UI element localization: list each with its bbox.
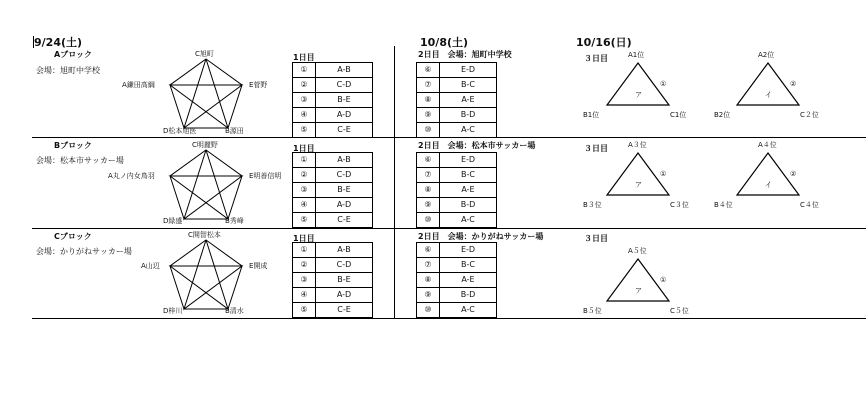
tri-mark: ① [660, 80, 667, 88]
match-no: ① [293, 243, 316, 258]
match-no: ⑨ [417, 198, 440, 213]
block-venue: 会場：旭町中学校 [36, 66, 100, 75]
match-no: ③ [293, 183, 316, 198]
table-row [293, 93, 373, 108]
match-no: ⑥ [417, 153, 440, 168]
day1-match-table [292, 242, 373, 318]
match-no: ⑤ [293, 213, 316, 228]
tri-top-label: A５位 [628, 247, 647, 255]
day2-match-table [416, 152, 497, 228]
table-row [417, 153, 497, 168]
team-b: B秀峰 [225, 217, 244, 225]
match-no: ⑩ [417, 213, 440, 228]
table-row [417, 168, 497, 183]
match-no: ⑨ [417, 108, 440, 123]
tri-mark: ① [660, 170, 667, 178]
match-no: ⑧ [417, 273, 440, 288]
block-separator [32, 318, 866, 319]
match-no: ⑥ [417, 63, 440, 78]
team-b: B清水 [225, 307, 244, 315]
league-pentagram [168, 238, 244, 312]
match-pair: A-E [440, 273, 497, 288]
table-row [417, 78, 497, 93]
team-d: D梓川 [163, 307, 183, 315]
team-e: E明善信明 [249, 172, 282, 180]
match-pair: A-E [440, 183, 497, 198]
match-pair: B-C [440, 168, 497, 183]
team-e: E菅野 [249, 81, 268, 89]
match-pair: B-E [316, 93, 373, 108]
match-pair: E-D [440, 63, 497, 78]
day2-label: 2日目 会場：かりがねサッカー場 [418, 232, 544, 241]
table-row [293, 213, 373, 228]
table-row [293, 183, 373, 198]
league-pentagram [168, 148, 244, 222]
day2-label: 2日目 会場：旭町中学校 [418, 50, 512, 59]
table-row [293, 198, 373, 213]
table-row [417, 243, 497, 258]
match-pair: A-D [316, 108, 373, 123]
match-no: ⑦ [417, 258, 440, 273]
day3-label: ３日目 [584, 234, 608, 243]
tri-mark: ② [790, 170, 797, 178]
tri-left-label: B1位 [583, 111, 600, 119]
tri-left-label: B４位 [714, 201, 733, 209]
match-no: ④ [293, 198, 316, 213]
day1-label: 1日目 [293, 234, 315, 243]
tri-top-label: A４位 [758, 141, 777, 149]
column-divider [394, 46, 395, 318]
day2-match-table [416, 62, 497, 138]
block-name: Cブロック [54, 232, 92, 241]
match-pair: E-D [440, 243, 497, 258]
team-b: B源田 [225, 127, 244, 135]
match-pair: C-E [316, 303, 373, 318]
match-pair: B-D [440, 288, 497, 303]
match-pair: B-E [316, 273, 373, 288]
day2-match-table [416, 242, 497, 318]
table-row [293, 303, 373, 318]
match-pair: C-D [316, 168, 373, 183]
table-row [417, 303, 497, 318]
match-pair: B-C [440, 258, 497, 273]
table-row [293, 258, 373, 273]
table-row [293, 78, 373, 93]
match-no: ⑦ [417, 78, 440, 93]
table-row [417, 273, 497, 288]
table-row [417, 108, 497, 123]
header-tick [33, 36, 34, 48]
match-no: ⑥ [417, 243, 440, 258]
tri-right-label: C２位 [800, 111, 819, 119]
match-no: ⑤ [293, 123, 316, 138]
team-c: C明麗野 [192, 141, 218, 149]
tri-center-label: ア [635, 181, 642, 189]
match-pair: A-D [316, 288, 373, 303]
table-row [417, 183, 497, 198]
table-row [417, 93, 497, 108]
table-row [293, 123, 373, 138]
match-pair: A-B [316, 153, 373, 168]
block-venue: 会場：かりがねサッカー場 [36, 247, 132, 256]
team-c: C旭町 [195, 50, 214, 58]
match-pair: C-D [316, 78, 373, 93]
tri-left-label: B３位 [583, 201, 602, 209]
tri-top-label: A３位 [628, 141, 647, 149]
day3-label: ３日目 [584, 54, 608, 63]
match-no: ② [293, 168, 316, 183]
table-row [417, 123, 497, 138]
team-a: A丸ノ内女鳥羽 [108, 172, 155, 180]
match-no: ⑧ [417, 93, 440, 108]
match-no: ② [293, 258, 316, 273]
team-d: D松本旭医 [163, 127, 197, 135]
date-day2: 10/8(土) [420, 36, 469, 49]
match-pair: A-B [316, 243, 373, 258]
match-pair: A-D [316, 198, 373, 213]
tri-left-label: B2位 [714, 111, 731, 119]
tri-top-label: A1位 [628, 51, 645, 59]
table-row [417, 213, 497, 228]
block-separator [32, 228, 866, 229]
tri-right-label: C５位 [670, 307, 689, 315]
table-row [417, 63, 497, 78]
match-no: ④ [293, 108, 316, 123]
block-name: Aブロック [54, 50, 93, 59]
match-pair: E-D [440, 153, 497, 168]
table-row [417, 288, 497, 303]
match-pair: B-C [440, 78, 497, 93]
table-row [293, 153, 373, 168]
match-no: ③ [293, 273, 316, 288]
match-no: ① [293, 63, 316, 78]
match-no: ② [293, 78, 316, 93]
tri-mark: ① [660, 276, 667, 284]
match-no: ⑩ [417, 303, 440, 318]
match-pair: A-B [316, 63, 373, 78]
tri-right-label: C３位 [670, 201, 689, 209]
tri-center-label: イ [765, 181, 772, 189]
match-pair: C-D [316, 258, 373, 273]
match-no: ① [293, 153, 316, 168]
match-pair: C-E [316, 123, 373, 138]
table-row [293, 273, 373, 288]
day1-match-table [292, 152, 373, 228]
table-row [417, 258, 497, 273]
day2-label: 2日目 会場：松本市サッカー場 [418, 141, 536, 150]
tri-center-label: イ [765, 91, 772, 99]
match-pair: A-C [440, 123, 497, 138]
match-no: ⑤ [293, 303, 316, 318]
match-no: ⑩ [417, 123, 440, 138]
block-venue: 会場：松本市サッカー場 [36, 156, 124, 165]
team-a: A鎌田高綱 [122, 81, 155, 89]
match-no: ⑦ [417, 168, 440, 183]
match-no: ③ [293, 93, 316, 108]
table-row [293, 63, 373, 78]
tri-left-label: B５位 [583, 307, 602, 315]
team-d: D緑盛 [163, 217, 183, 225]
tri-mark: ② [790, 80, 797, 88]
match-pair: C-E [316, 213, 373, 228]
day1-label: 1日目 [293, 144, 315, 153]
table-row [293, 243, 373, 258]
league-pentagram [168, 57, 244, 131]
match-pair: B-D [440, 108, 497, 123]
tri-center-label: ア [635, 287, 642, 295]
team-c: C開智松本 [188, 231, 221, 239]
table-row [293, 108, 373, 123]
table-row [293, 288, 373, 303]
tri-top-label: A2位 [758, 51, 775, 59]
match-pair: A-C [440, 303, 497, 318]
match-no: ⑧ [417, 183, 440, 198]
match-no: ⑨ [417, 288, 440, 303]
tri-center-label: ア [635, 91, 642, 99]
match-pair: B-E [316, 183, 373, 198]
day3-label: ３日目 [584, 144, 608, 153]
date-day3: 10/16(日) [576, 36, 632, 49]
day1-label: 1日目 [293, 53, 315, 62]
match-pair: A-C [440, 213, 497, 228]
tri-right-label: C1位 [670, 111, 687, 119]
tri-right-label: C４位 [800, 201, 819, 209]
table-row [417, 198, 497, 213]
match-no: ④ [293, 288, 316, 303]
team-a: A山辺 [141, 262, 160, 270]
match-pair: B-D [440, 198, 497, 213]
match-pair: A-E [440, 93, 497, 108]
table-row [293, 168, 373, 183]
day1-match-table [292, 62, 373, 138]
block-name: Bブロック [54, 141, 92, 150]
team-e: E開成 [249, 262, 268, 270]
date-day1: 9/24(土) [34, 36, 83, 49]
